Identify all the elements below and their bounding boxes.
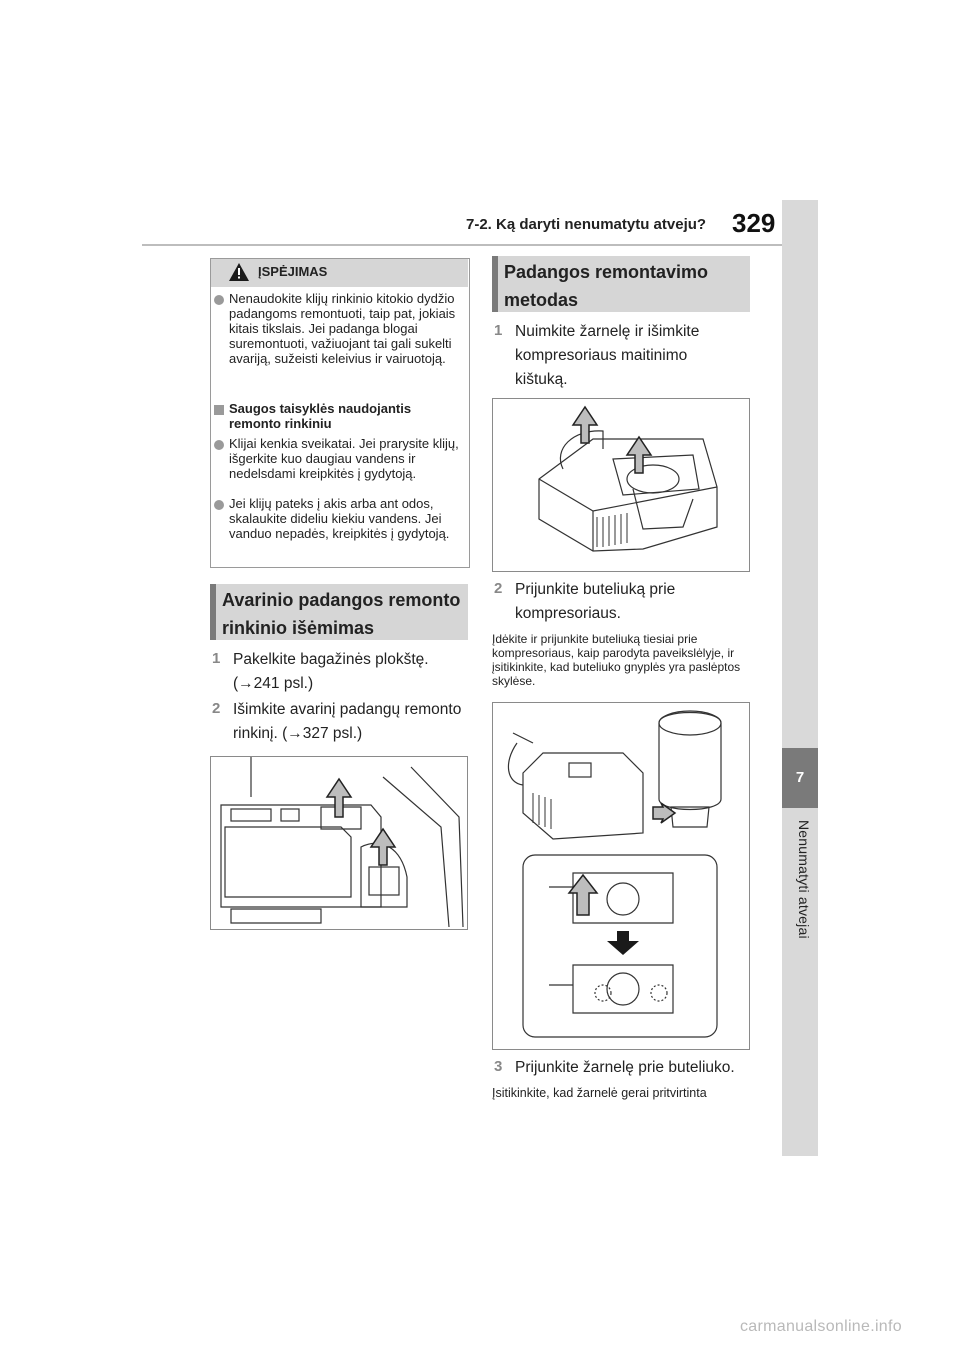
step-note: Įdėkite ir prijunkite buteliuką tiesiai prie kompresoriaus, kaip parodyta paveikslėlyje, ir įsitikinkite, kad buteliuko gnyplės yra paslėptos skylėse. — [492, 632, 741, 688]
step-number: 3 — [494, 1058, 503, 1075]
up-arrow-icon — [573, 407, 597, 443]
section-title: 7-2. Ką daryti nenumatytu atveju? — [466, 216, 707, 233]
page-number: 329 — [732, 208, 776, 238]
step-number: 1 — [494, 322, 503, 339]
warning-item-3: Jei klijų pateks į akis arba ant odos, skalaukite dideliu kiekiu vandens. Jei vanduo nepadės, kreipkitės į gydytoją. — [229, 496, 450, 541]
square-bullet-icon — [214, 405, 224, 415]
chapter-number: 7 — [782, 748, 818, 808]
bullet-icon — [214, 295, 224, 305]
section-accent-bar — [492, 256, 498, 312]
bullet-icon — [214, 440, 224, 450]
step-text: Nuimkite žarnelę ir išimkite kompresoriaus maitinimo kištuką. — [515, 323, 700, 388]
section-accent-bar — [210, 584, 216, 640]
warning-item-1: Nenaudokite klijų rinkinio kitokio dydžio padangoms remontuoti, taip pat, jokiais kitais tikslais. Jei padanga blogai suremontuoti, važiuojant tai gali sukelti avariją, sužeisti keleivius ir vairuotoją. — [229, 291, 456, 366]
watermark: carmanualsonline.info — [740, 1318, 902, 1335]
step-text: Išimkite avarinį padangų remonto rinkinį. (→327 psl.) — [233, 701, 462, 742]
compressor-drawing — [493, 399, 749, 571]
trunk-illustration — [210, 756, 468, 930]
step-number: 2 — [494, 580, 503, 597]
bottle-connection-illustration — [492, 702, 750, 1050]
header-divider — [142, 244, 782, 246]
warning-title: ĮSPĖJIMAS — [258, 264, 328, 279]
compressor-illustration — [492, 398, 750, 572]
warning-subheading: Saugos taisyklės naudojantis remonto rinkiniu — [229, 401, 412, 431]
right-section-title: Padangos remontavimo metodas — [504, 262, 709, 310]
down-arrow-icon — [607, 931, 639, 955]
step-text: Prijunkite žarnelę prie buteliuko. — [515, 1059, 735, 1076]
bullet-icon — [214, 500, 224, 510]
bottle-connection-drawing — [493, 703, 749, 1049]
step-text: Prijunkite buteliuką prie kompresoriaus. — [515, 581, 676, 622]
trunk-drawing — [211, 757, 467, 929]
warning-item-2: Klijai kenkia sveikatai. Jei prarysite klijų, išgerkite kuo daugiau vandens ir nedelsdami kreipkitės į gydytoją. — [229, 436, 459, 481]
left-section-title: Avarinio padangos remonto rinkinio išėmimas — [222, 590, 461, 638]
step-note: Įsitikinkite, kad žarnelė gerai pritvirtinta — [492, 1086, 707, 1100]
up-arrow-icon — [371, 829, 395, 865]
step-text: Pakelkite bagažinės plokštę. (→241 psl.) — [233, 651, 429, 692]
step-number: 1 — [212, 650, 221, 667]
step-number: 2 — [212, 700, 221, 717]
up-arrow-icon — [627, 437, 651, 473]
chapter-label: Nenumatyti atvejai — [796, 820, 812, 939]
warning-triangle-icon — [228, 262, 250, 282]
up-arrow-icon — [327, 779, 351, 817]
